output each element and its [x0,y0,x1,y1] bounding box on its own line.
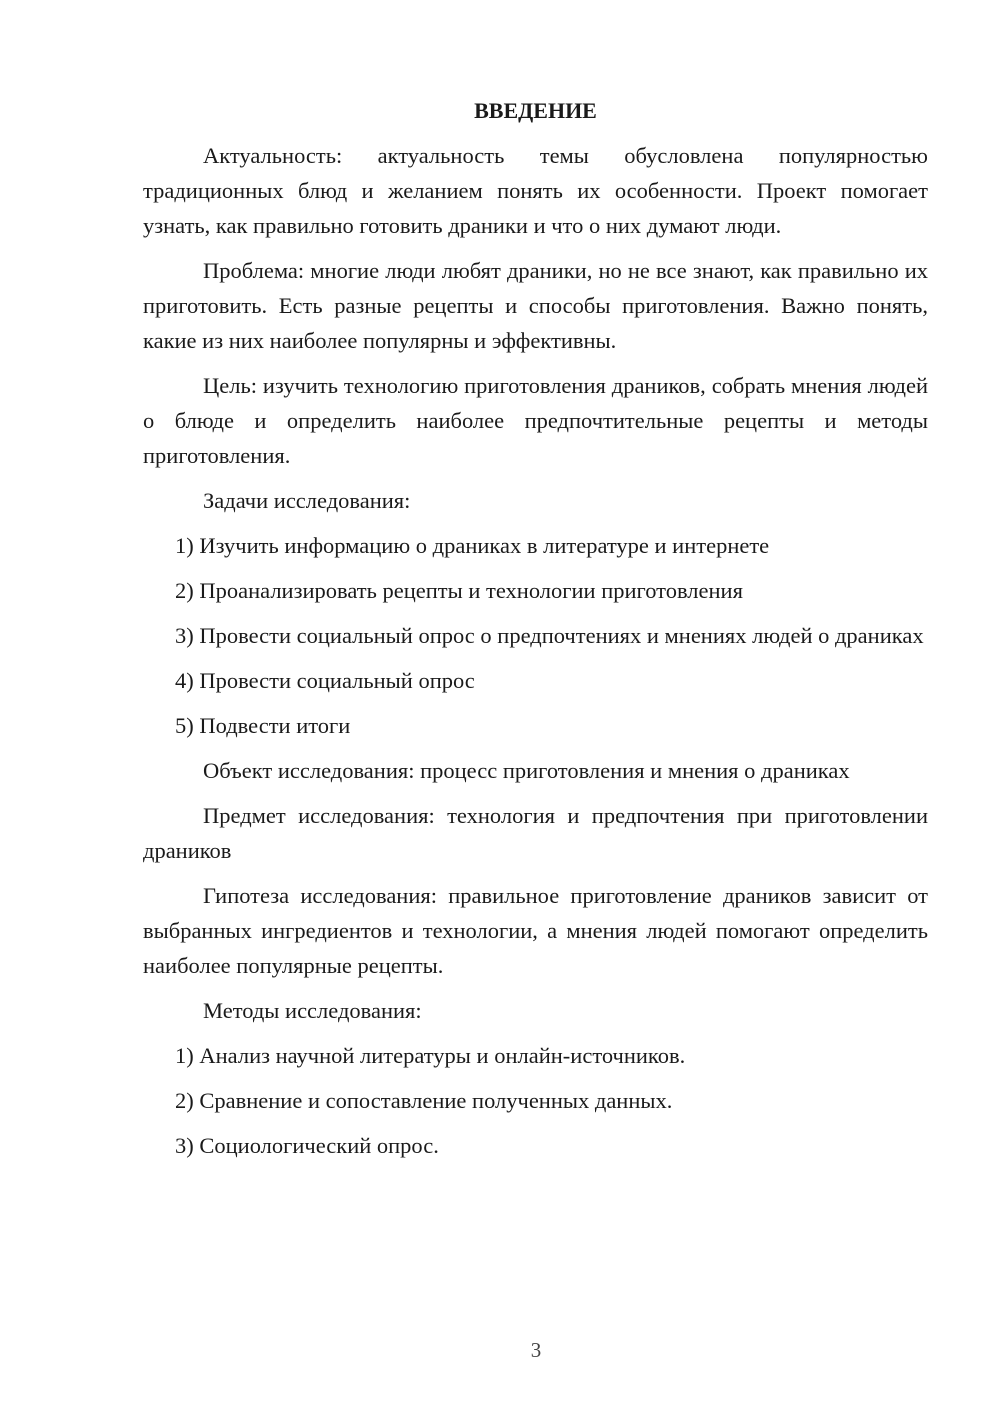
method-item: 3) Социологический опрос. [175,1133,439,1158]
task-item: 2) Проанализировать рецепты и технологии приготовления [175,578,743,603]
page-number: 3 [530,1338,542,1362]
problem-paragraph: Проблема: многие люди любят драники, но не все знают, как правильно их приготовить. Есть разные рецепты и способы приготовления. Важно понять, какие из них наиболее популярны и эффективны. [143,258,928,353]
subject-paragraph: Предмет исследования: технология и предпочтения при приготовлении драников [143,803,928,863]
task-item: 3) Провести социальный опрос о предпочтениях и мнениях людей о драниках [175,623,924,648]
methods-heading: Методы исследования: [203,998,422,1023]
relevance-paragraph: Актуальность: актуальность темы обусловлена популярностью традиционных блюд и желанием понять их особенности. Проект помогает узнать, как правильно готовить драники и что о них думают люди. [143,143,928,238]
page-content [143,93,928,1173]
section-title: ВВЕДЕНИЕ [474,98,597,123]
task-item: 5) Подвести итоги [175,713,351,738]
task-item: 4) Провести социальный опрос [175,668,475,693]
object-paragraph: Объект исследования: процесс приготовления и мнения о драниках [203,758,850,783]
hypothesis-paragraph: Гипотеза исследования: правильное приготовление драников зависит от выбранных ингредиентов и технологии, а мнения людей помогают определить наиболее популярные рецепты. [143,883,928,978]
goal-paragraph: Цель: изучить технологию приготовления драников, собрать мнения людей о блюде и определить наиболее предпочтительные рецепты и методы приготовления. [143,373,928,468]
method-item: 2) Сравнение и сопоставление полученных данных. [175,1088,673,1113]
method-item: 1) Анализ научной литературы и онлайн-источников. [175,1043,686,1068]
tasks-heading: Задачи исследования: [203,488,411,513]
task-item: 1) Изучить информацию о драниках в литературе и интернете [175,533,770,558]
